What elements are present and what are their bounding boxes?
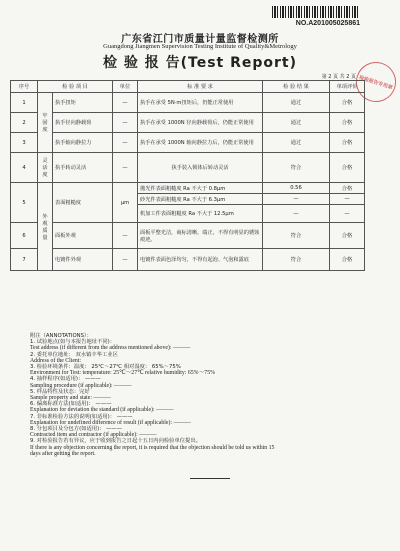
table-row xyxy=(11,133,365,153)
table-header-row xyxy=(11,81,365,93)
row-no: 7 xyxy=(11,249,38,271)
header-unit: 单位 xyxy=(113,81,138,93)
row-evaluation: — xyxy=(330,205,365,223)
report-number: NO.A201005025861 xyxy=(295,20,360,27)
row-unit: — xyxy=(113,153,138,183)
row-no: 1 xyxy=(11,93,38,113)
row-evaluation: 合格 xyxy=(330,183,365,194)
annotation-line: 3. 检验环境条件：温度： 25℃～27℃ 相对湿度： 65%～75% xyxy=(30,364,181,371)
row-item: 面板外观 xyxy=(53,223,113,249)
row-unit: μm xyxy=(113,183,138,223)
table-row xyxy=(11,93,365,113)
header-no: 序号 xyxy=(11,81,38,93)
row-evaluation: 合格 xyxy=(330,249,365,271)
report-title: 检 验 报 告(Test Report) xyxy=(102,55,297,71)
row-result: 符合 xyxy=(263,153,330,183)
annotation-line: Explanation for deviation the standard (if applicable): ——— xyxy=(30,407,174,414)
results-table xyxy=(10,80,365,271)
annotation-line: Address of the Client: xyxy=(30,357,82,364)
row-requirement: 砂光件表面粗糙度 Ra 不大于 6.3μm xyxy=(138,194,263,205)
row-unit: — xyxy=(113,133,138,153)
header-result: 检 验 结 果 xyxy=(263,81,330,93)
row-unit: — xyxy=(113,223,138,249)
row-result: 通过 xyxy=(263,113,330,133)
header-requirement: 标 准 要 求 xyxy=(138,81,263,93)
row-requirement: 抛光件表面粗糙度 Ra 不大于 0.8μm xyxy=(138,183,263,194)
page-indicator: 第 2 页 共 2 页 xyxy=(321,74,356,80)
row-no: 4 xyxy=(11,153,38,183)
row-item: 电镀件外观 xyxy=(53,249,113,271)
row-result: 符合 xyxy=(263,223,330,249)
annotation-line: days after getting the report. xyxy=(30,450,96,457)
annotation-line: 附注（ANNOTATIONS）： xyxy=(30,333,92,339)
row-requirement: 面板平整光洁，商标清晰，端正，不得有明显的锈蚀痕迹。 xyxy=(138,223,263,249)
row-unit: — xyxy=(113,249,138,271)
barcode xyxy=(272,6,360,18)
annotation-line: Test address (if different from the address mentioned above): ——— xyxy=(30,345,191,352)
row-no: 5 xyxy=(11,183,38,223)
annotation-line: 8. 分包项目及分包方(如适用)： ——— xyxy=(30,426,123,433)
annotation-line: Explanation for undefined difference of result (if applicable): ——— xyxy=(30,419,191,426)
table-row xyxy=(11,183,365,194)
row-requirement: 执手装入锁体后转动灵活 xyxy=(138,153,263,183)
row-evaluation: 合格 xyxy=(330,133,365,153)
table-row xyxy=(11,249,365,271)
annotation-line: Sample property and state: ——— xyxy=(30,395,111,402)
annotation-line: 1. 试验地点(如与本报告地址不同)： xyxy=(30,339,116,346)
header-evaluation: 单项评价 xyxy=(330,81,365,93)
row-item: 执手轴向静拉力 xyxy=(53,133,113,153)
row-evaluation: 合格 xyxy=(330,153,365,183)
row-result: 0.56 xyxy=(263,183,330,194)
row-requirement: 执手在承受 1000N 径向静载荷后，仍能正常使用 xyxy=(138,113,263,133)
row-item: 执手扭矩 xyxy=(53,93,113,113)
annotation-line: Contracted item and contractor (if applicable): ——— xyxy=(30,432,157,439)
row-item: 表面粗糙度 xyxy=(53,183,113,223)
row-requirement: 电镀件表面色泽均匀，不得有起泡、气泡和露底 xyxy=(138,249,263,271)
row-group: 外观质量 xyxy=(38,183,53,271)
row-unit: — xyxy=(113,113,138,133)
annotation-line: Sampling procedure (if applicable): ——— xyxy=(30,382,132,389)
row-result: — xyxy=(263,194,330,205)
organization-name-en: Guangdong Jiangmen Supervision Testing Institute of Quality&Metrology xyxy=(103,43,297,50)
row-result: 通过 xyxy=(263,93,330,113)
annotation-line: 7. 非标准检验方法的说明(如适用)： ——— xyxy=(30,413,133,420)
row-result: — xyxy=(263,205,330,223)
row-result: 符合 xyxy=(263,249,330,271)
row-requirement: 机加工件表面粗糙度 Ra 不大于 12.5μm xyxy=(138,205,263,223)
annotation-line: If there is any objection concerning the report, it is required that the objection should be told us within 15 xyxy=(30,444,275,451)
header-item: 检 验 项 目 xyxy=(38,81,113,93)
row-no: 3 xyxy=(11,133,38,153)
row-item: 执手径向静载荷 xyxy=(53,113,113,133)
table-row xyxy=(11,113,365,133)
row-evaluation: 合格 xyxy=(330,113,365,133)
annotation-line: 6. 偏离标准方法(如适用)： ——— xyxy=(30,401,112,408)
stamp-text: 检验报告专用章 xyxy=(358,74,394,91)
row-unit: — xyxy=(113,93,138,113)
row-evaluation: 合格 xyxy=(330,223,365,249)
annotation-line: 2. 委托单位地址： 双水镇丰华工业区 xyxy=(30,351,118,358)
row-no: 6 xyxy=(11,223,38,249)
row-requirement: 执手在承受 1000N 轴向静拉力后，仍能正常使用 xyxy=(138,133,263,153)
annotation-line: 4. 抽样程序(如适用)： ——— xyxy=(30,376,101,383)
row-no: 2 xyxy=(11,113,38,133)
row-group: 牢固度 xyxy=(38,93,53,153)
annotation-line: 9. 对检验报告若有异议，应于收到报告之日起十五日内向检验单位提出。 xyxy=(30,438,201,445)
table-row xyxy=(11,223,365,249)
row-result: 通过 xyxy=(263,133,330,153)
row-evaluation: — xyxy=(330,194,365,205)
annotation-line: Environment for Test: temperature: 25℃～27℃ relative humidity: 65%～75% xyxy=(30,370,215,377)
table-row xyxy=(11,153,365,183)
row-group: 灵活度 xyxy=(38,153,53,183)
end-line xyxy=(190,478,230,479)
annotation-line: 5. 样品特性及状态：完好 xyxy=(30,388,90,395)
row-evaluation: 合格 xyxy=(330,93,365,113)
row-requirement: 执手在承受 5N·m扭矩后，仍能正常使用 xyxy=(138,93,263,113)
organization-name-cn: 广东省江门市质量计量监督检测所 xyxy=(121,34,279,45)
row-item: 执手转动灵活 xyxy=(53,153,113,183)
annotations xyxy=(30,333,370,457)
